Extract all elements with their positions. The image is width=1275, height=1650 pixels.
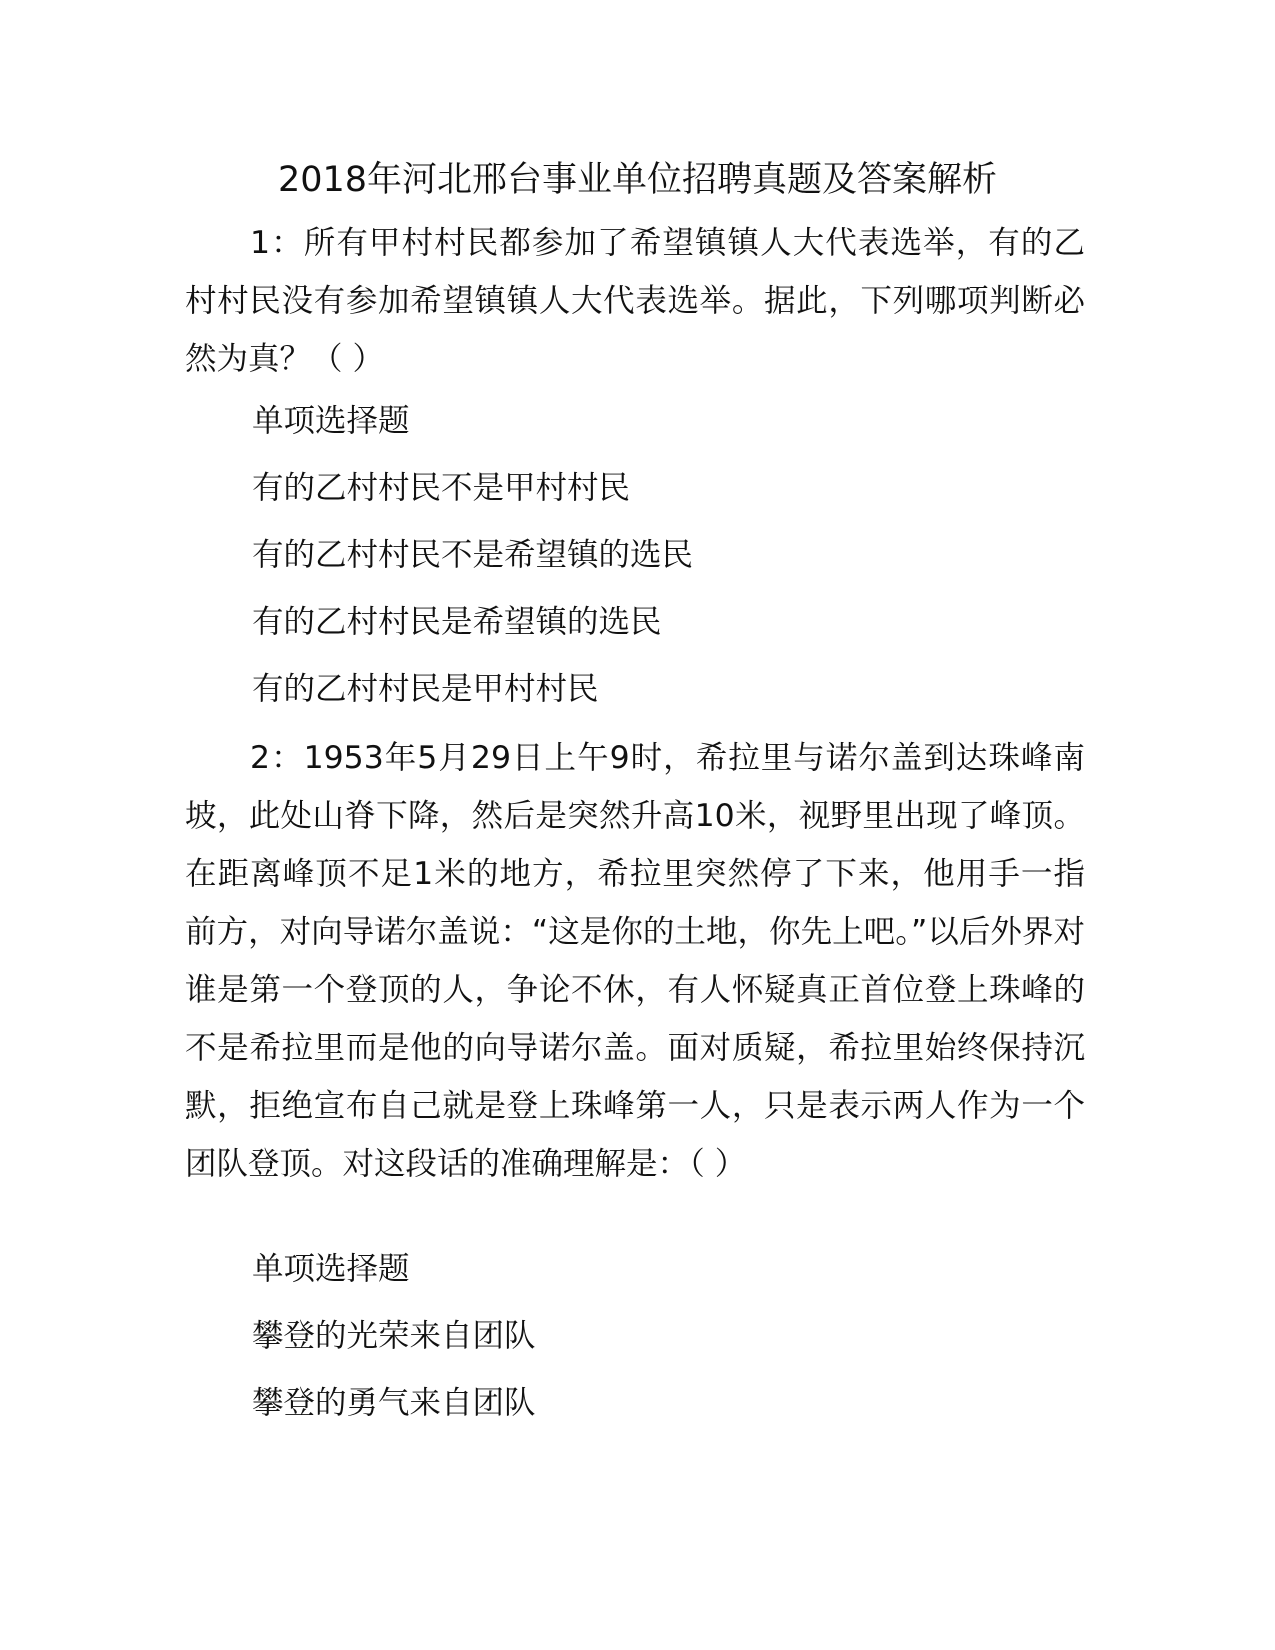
question-1-text: 1：所有甲村村民都参加了希望镇镇人大代表选举，有的乙村村民没有参加希望镇镇人大代表选举。据此，下列哪项判断必然为真？（ ） xyxy=(185,225,1085,377)
question-1-option-b: 有的乙村村民不是希望镇的选民 xyxy=(252,537,694,573)
question-2-type-label: 单项选择题 xyxy=(252,1251,410,1287)
question-2-option-b: 攀登的勇气来自团队 xyxy=(252,1385,536,1421)
question-2-text: 2：1953年5月29日上午9时，希拉里与诺尔盖到达珠峰南坡，此处山脊下降，然后是突然升高10米，视野里出现了峰顶。在距离峰顶不足1米的地方，希拉里突然停了下来，他用手一指前方，对向导诺尔盖说：“这是你的土地，你先上吧。”以后外界对谁是第一个登顶的人，争论不休，有人怀疑真正首位登上珠峰的不是希拉里而是他的向导诺尔盖。面对质疑，希拉里始终保持沉默，拒绝宣布自己就是登上珠峰第一人，只是表示两人作为一个团队登顶。对这段话的准确理解是：（ ） xyxy=(185,740,1085,1182)
question-2-option-a: 攀登的光荣来自团队 xyxy=(252,1318,536,1354)
question-1-option-a: 有的乙村村民不是甲村村民 xyxy=(252,470,631,506)
question-1-option-c: 有的乙村村民是希望镇的选民 xyxy=(252,604,662,640)
question-1-type-label: 单项选择题 xyxy=(252,403,410,439)
question-1-option-d: 有的乙村村民是甲村村民 xyxy=(252,671,599,707)
document-title: 2018年河北邢台事业单位招聘真题及答案解析 xyxy=(277,160,998,200)
